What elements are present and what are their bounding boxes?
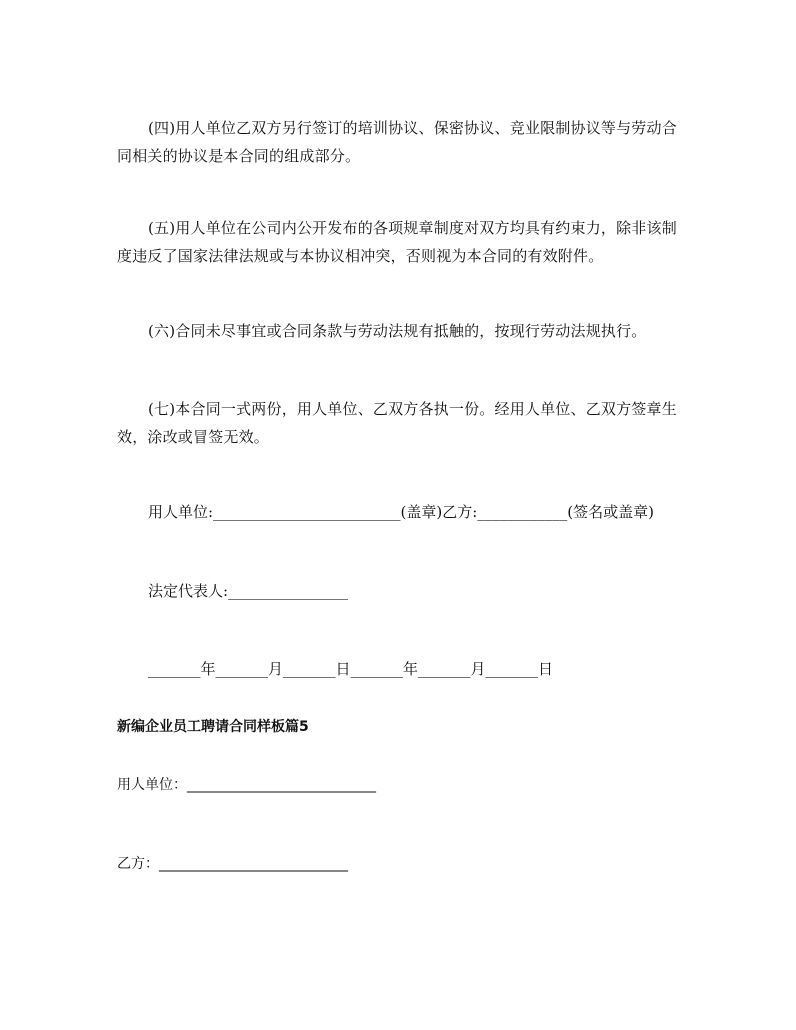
section-5-employer-field: 用人单位：___________________________ [117, 777, 376, 793]
clause-4-paragraph: (四)用人单位乙双方另行签订的培训协议、保密协议、竞业限制协议等与劳动合同相关的协议是本合同的组成部分。 [117, 119, 677, 165]
clause-6-paragraph: (六)合同未尽事宜或合同条款与劳动法规有抵触的，按现行劳动法规执行。 [148, 322, 647, 340]
section-5-party-b-field: 乙方：___________________________ [117, 856, 348, 872]
clause-7-paragraph: (七)本合同一式两份，用人单位、乙双方各执一份。经用人单位、乙双方签章生效，涂改或冒签无效。 [117, 400, 677, 446]
clause-5-paragraph: (五)用人单位在公司内公开发布的各项规章制度对双方均具有约束力，除非该制度违反了国家法律法规或与本协议相冲突，否则视为本合同的有效附件。 [117, 219, 677, 265]
signing-date-line: _______年_______月_______日_______年_______月_______日 [148, 660, 554, 678]
employer-signature-line: 用人单位:_________________________(盖章)乙方:____________(签名或盖章) [148, 503, 655, 521]
legal-representative-line: 法定代表人:________________ [148, 582, 349, 600]
section-5-title: 新编企业员工聘请合同样板篇5 [117, 719, 309, 735]
